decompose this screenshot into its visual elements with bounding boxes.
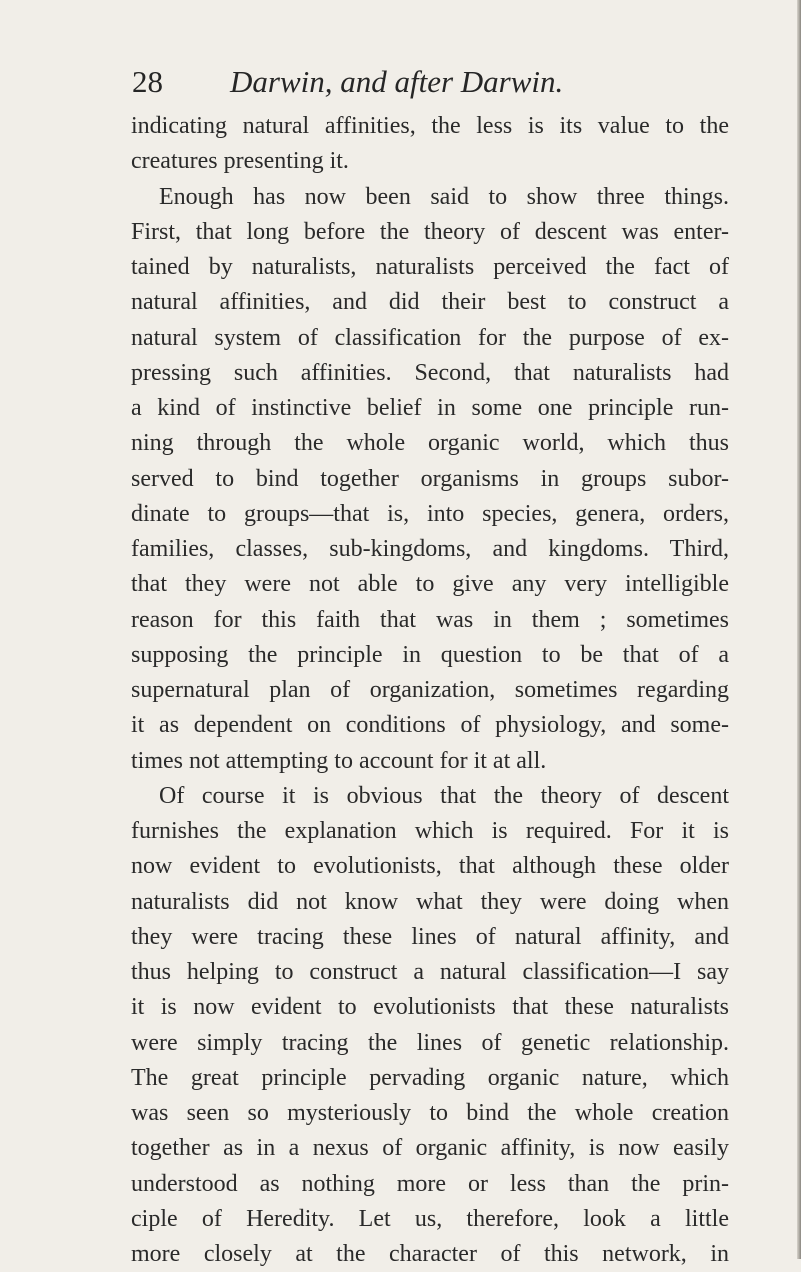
text-line: tained by naturalists, naturalists perceived the fact of [131,254,729,280]
text-line: Of course it is obvious that the theory of descent [159,782,729,809]
text-line: more closely at the character of this network, in [131,1241,729,1267]
text-line: natural system of classification for the purpose of ex- [131,324,729,351]
text-line: understood as nothing more or less than the prin- [131,1170,729,1197]
text-line: First, that long before the theory of descent was enter- [131,218,729,245]
text-line: naturalists did not know what they were doing when [131,888,729,915]
text-line: they were tracing these lines of natural affinity, and [131,923,729,950]
text-line: dinate to groups—that is, into species, genera, orders, [131,500,729,527]
page-edge [797,0,801,1259]
running-header [132,62,732,102]
text-line: pressing such affinities. Second, that naturalists had [131,359,729,386]
body-text [131,109,729,1272]
text-line: together as in a nexus of organic affinity, is now easily [131,1135,729,1162]
text-line: indicating natural affinities, the less is its value to the [131,113,729,139]
text-line: supernatural plan of organization, sometimes regarding [131,677,729,703]
text-line: now evident to evolutionists, that although these older [131,853,729,880]
text-line: The great principle pervading organic nature, which [131,1064,729,1091]
text-line: served to bind together organisms in groups subor- [131,465,729,492]
text-line: natural affinities, and did their best to construct a [131,289,729,316]
text-line: was seen so mysteriously to bind the whole creation [131,1100,729,1126]
text-line: furnishes the explanation which is required. For it is [131,818,729,844]
text-line: families, classes, sub-kingdoms, and kingdoms. Third, [131,536,729,562]
text-line: ning through the whole organic world, which thus [131,430,729,457]
text-line: thus helping to construct a natural classification—I say [131,959,729,985]
text-line: creatures presenting it. [131,148,349,175]
text-line: ciple of Heredity. Let us, therefore, look a little [131,1205,729,1232]
text-line: supposing the principle in question to be that of a [131,641,729,668]
text-line: were simply tracing the lines of genetic relationship. [131,1029,729,1056]
text-line: that they were not able to give any very intelligible [131,571,729,598]
text-line: reason for this faith that was in them ; sometimes [131,606,729,633]
text-line: Enough has now been said to show three things. [159,183,729,210]
running-title: Darwin, and after Darwin. [230,64,564,99]
text-line: a kind of instinctive belief in some one principle run- [131,395,729,421]
text-line: it as dependent on conditions of physiology, and some- [131,712,729,739]
text-line: it is now evident to evolutionists that these naturalists [131,994,729,1021]
page-number: 28 [132,64,163,99]
text-line: times not attempting to account for it at all. [131,747,547,774]
